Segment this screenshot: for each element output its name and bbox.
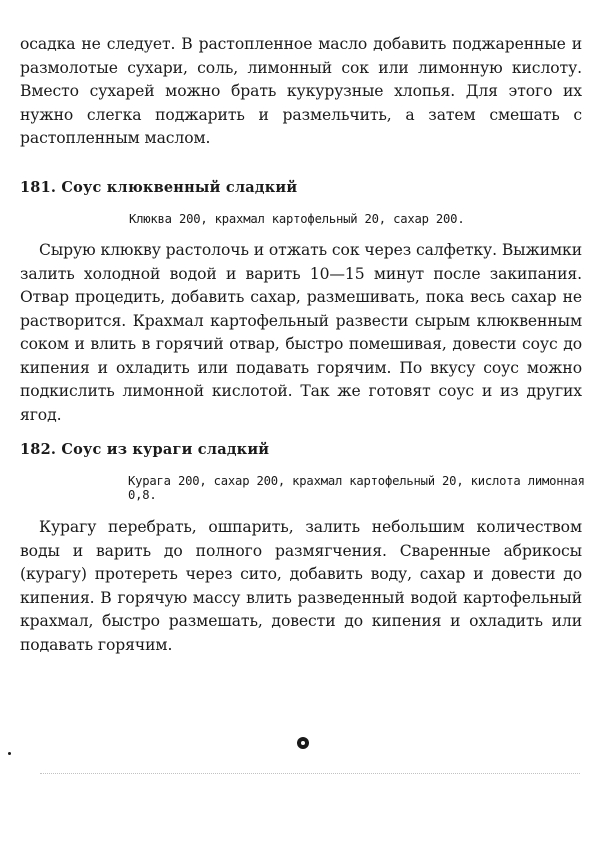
recipe-182-heading: 182. Соус из кураги сладкий <box>20 441 270 458</box>
scan-noise-line <box>40 773 580 775</box>
page-ornament-icon <box>297 737 309 749</box>
recipe-182-body: Курагу перебрать, ошпарить, залить небольшим количеством воды и варить до полного размягчения. Сваренные абрикосы (курагу) протереть через сито, добавить воду, сахар и довести до кипения. В горячую массу влить разведенный водой картофельный крахмал, быстро размешать, довести до кипения и охладить или подавать горячим. <box>20 518 582 654</box>
recipe-181-ingredients: Клюква 200, крахмал картофельный 20, сахар 200. <box>129 212 465 226</box>
recipe-181-body: Сырую клюкву растолочь и отжать сок через салфетку. Выжимки залить холодной водой и варить 10—15 минут после закипания. Отвар процедить, добавить сахар, размешивать, пока весь сахар не растворится. Крахмал картофельный развести сырым клюквенным соком и влить в горячий отвар, быстро помешивая, довести соус до кипения и охладить или подавать горячим. По вкусу соус можно подкислить лимонной кислотой. Так же готовят соус и из других ягод. <box>20 241 582 424</box>
continuation-paragraph: осадка не следует. В растопленное масло добавить поджаренные и размолотые сухари, соль, лимонный сок или лимонную кислоту. Вместо сухарей можно брать кукурузные хлопья. Для этого их нужно слегка поджарить и размельчить, а затем смешать с растопленным маслом. <box>20 35 582 147</box>
recipe-181-heading: 181. Соус клюквенный сладкий <box>20 179 298 196</box>
recipe-182-ingredients: Курага 200, сахар 200, крахмал картофельный 20, кислота лимонная 0,8. <box>128 474 585 502</box>
scan-speck <box>8 752 11 755</box>
